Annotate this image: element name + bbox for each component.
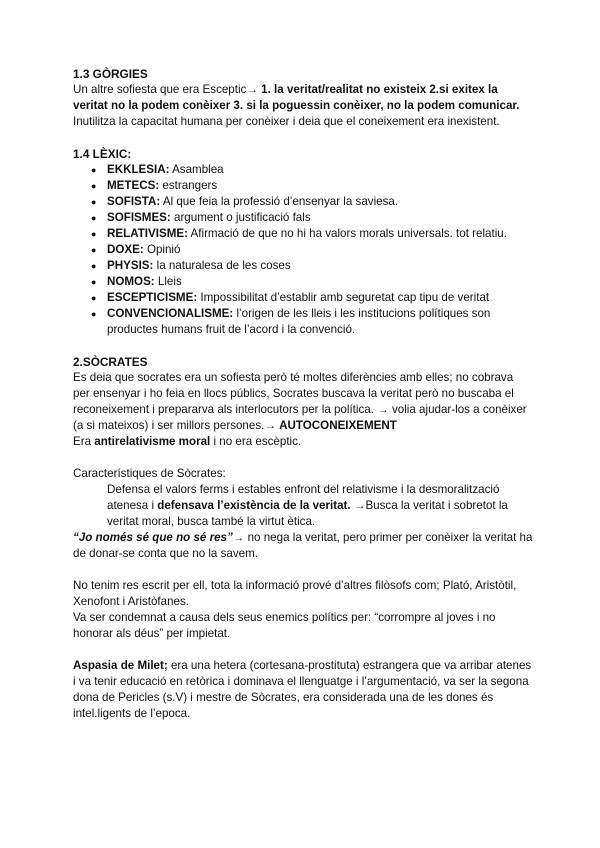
lexic-term: NOMOS: — [107, 275, 155, 288]
caracteristiques-pre: Defensa el valors ferms i estables enfront del relativisme i la desmoralització atenesa i — [107, 483, 500, 512]
lexic-term: METECS: — [107, 179, 160, 192]
socrates-text: Es deia que socrates era un sofiesta però té moltes diferències amb elles; no cobrava per ensenyar i ho feia en llocs públics, Socrates buscava la veritat però no buscaba el reconeixement i prepararva als interlocutors per la política. → volia ajudar-los a conèixer (a si mateixos) i ser millors persones.→ — [73, 371, 527, 432]
lexic-item — [91, 306, 533, 338]
lexic-term: SOFISMES: — [107, 211, 171, 224]
condemna-paragraph: Va ser condemnat a causa dels seus enemics polítics per: “corrompre al joves i no honorar als déus” per impietat. — [73, 611, 496, 640]
lexic-list — [73, 162, 533, 338]
socrates-p2-pre: Era — [73, 435, 95, 448]
lexic-definition: Impossibilitat d’establir amb seguretat cap tipu de veritat — [197, 291, 490, 304]
caracteristiques-bold: defensava l’existència de la veritat. — [157, 499, 351, 512]
lexic-definition: la naturalesa de les coses — [153, 259, 291, 272]
caracteristiques-post: →Busca la veritat i sobretot la veritat moral, busca també la virtut ètica. — [107, 499, 508, 528]
gorgies-intro: Un altre sofiesta que era Esceptic→ — [73, 83, 262, 96]
lexic-item — [91, 258, 533, 274]
lexic-definition: Lleis — [154, 275, 182, 288]
socrates-p2-post: i no era escèptic. — [210, 435, 302, 448]
lexic-definition: estrangers — [159, 179, 218, 192]
lexic-term: EKKLESIA: — [107, 163, 170, 176]
lexic-definition: l’origen de les lleis i les institucions polítiques son productes humans fruit de l’acord i la convenció. — [107, 307, 491, 336]
document-page — [73, 66, 533, 722]
socrates-paragraph — [73, 370, 533, 434]
caracteristiques-title: Característiques de Sòcrates: — [73, 467, 226, 480]
lexic-definition: Opinió — [143, 243, 181, 256]
gorgies-theses: 1. la veritat/realitat no existeix 2.si exitex la veritat no la podem conèixer 3. si la poguessin conèixer, no la podem comunicar. — [73, 83, 520, 112]
autoconeixement-term: AUTOCONEIXEMENT — [279, 419, 397, 432]
socrates-quote: “Jo només sé que no sé res” — [73, 531, 233, 544]
gorgies-line2: Inutilitza la capacitat humana per conèixer i deia que el coneixement era inexistent. — [73, 115, 500, 128]
lexic-definition: Afirmació de que no hi ha valors morals universals. tot relatiu. — [187, 227, 507, 240]
lexic-item — [91, 274, 533, 290]
lexic-item — [91, 242, 533, 258]
lexic-item — [91, 290, 533, 306]
socrates-antirelativisme — [73, 434, 533, 450]
quote-explanation: → no nega la veritat, pero primer per conèixer la veritat ha de donar-se conta que no la savem. — [73, 531, 533, 560]
aspasia-paragraph — [73, 658, 533, 722]
lexic-term: SOFISTA: — [107, 195, 161, 208]
gorgies-paragraph — [73, 82, 533, 114]
lexic-item — [91, 162, 533, 178]
lexic-term: CONVENCIONALISME: — [107, 307, 234, 320]
section-heading-socrates: 2.SÒCRATES — [73, 355, 148, 369]
aspasia-name: Aspasia de Milet; — [73, 659, 168, 672]
lexic-term: ESCEPTICISME: — [107, 291, 198, 304]
section-heading-lexic: 1.4 LÈXIC: — [73, 147, 132, 161]
lexic-item — [91, 210, 533, 226]
antirelativisme-term: antirelativisme moral — [94, 435, 211, 448]
lexic-term: DOXE: — [107, 243, 144, 256]
section-heading-gorgies: 1.3 GÒRGIES — [73, 67, 148, 81]
escrits-paragraph: No tenim res escrit per ell, tota la informació prové d’altres filòsofs com; Plató, Aristòtil, Xenofont i Aristòfanes. — [73, 579, 517, 608]
lexic-definition: Asamblea — [169, 163, 224, 176]
lexic-item — [91, 178, 533, 194]
lexic-term: PHYSIS: — [107, 259, 154, 272]
lexic-item — [91, 194, 533, 210]
lexic-term: RELATIVISME: — [107, 227, 188, 240]
lexic-item — [91, 226, 533, 242]
caracteristiques-indent — [73, 482, 533, 530]
aspasia-text: era una hetera (cortesana-prostituta) estrangera que va arribar atenes i va tenir educació en retòrica i dominava el llenguatge i l’argumentació, va ser la segona dona de Pericles (s.V) i mestre de Sòcrates, era considerada una de les dones és intel.ligents de l’epoca. — [73, 659, 532, 720]
lexic-definition: Al que feia la professió d’ensenyar la saviesa. — [160, 195, 399, 208]
quote-paragraph — [73, 530, 533, 562]
lexic-definition: argument o justificació fals — [170, 211, 311, 224]
